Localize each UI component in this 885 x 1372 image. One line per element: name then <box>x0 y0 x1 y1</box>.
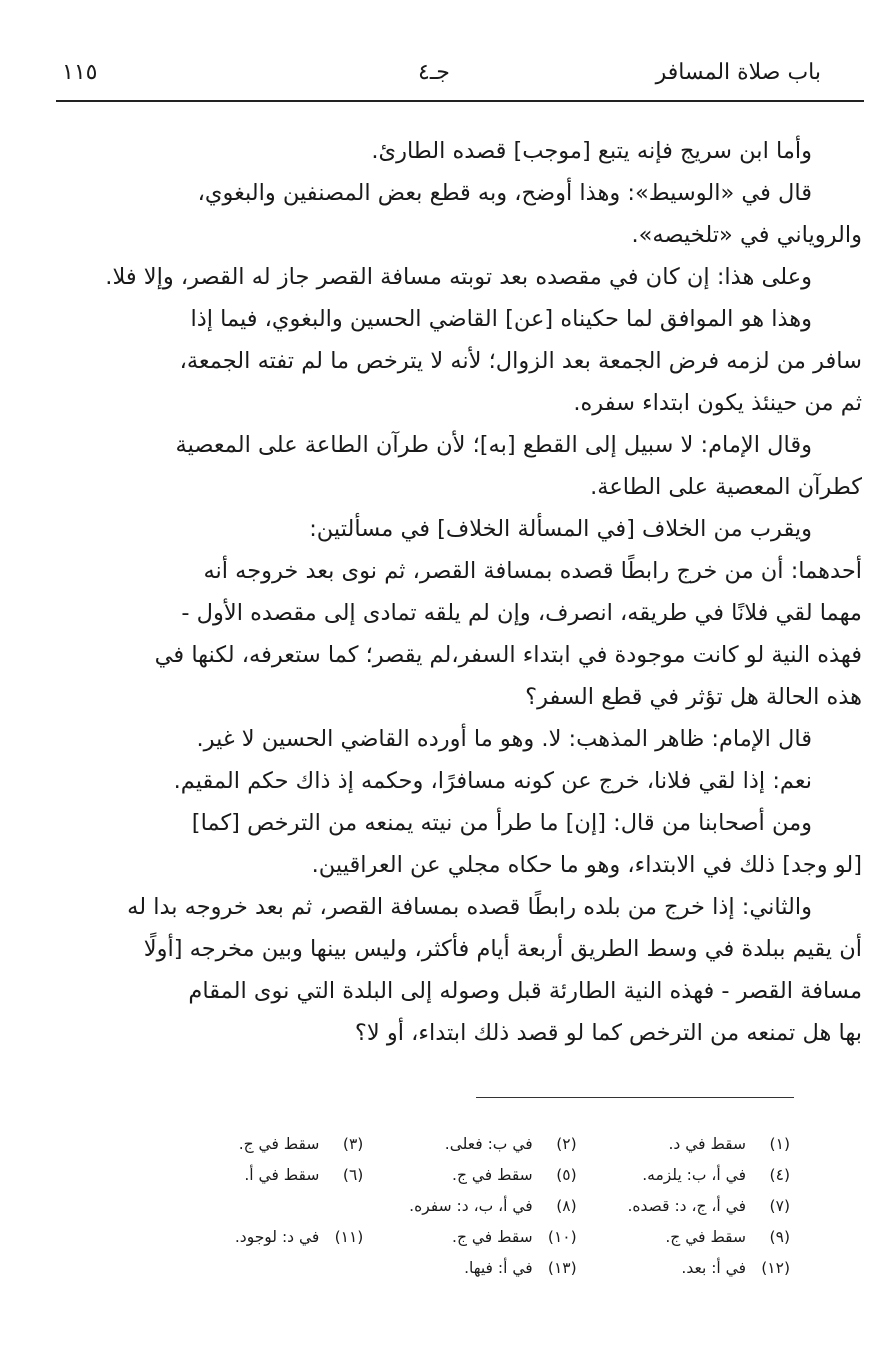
text-line: والروياني في «تلخيصه». <box>631 222 862 248</box>
footnote-text: سقط في د. <box>668 1134 746 1153</box>
footnote-text: سقط في أ. <box>244 1165 320 1184</box>
footnote <box>577 1166 790 1184</box>
footnote <box>363 1166 576 1184</box>
text-line: فهذه النية لو كانت موجودة في ابتداء السفر،لم يقصر؛ كما ستعرفه، لكنها في <box>154 642 862 668</box>
text-line: ثم من حينئذ يكون ابتداء سفره. <box>573 390 862 416</box>
footnote <box>577 1135 790 1153</box>
page-number: ١١٥ <box>62 60 98 85</box>
footnote-number: (٥) <box>556 1165 577 1184</box>
footnote-number: (٧) <box>769 1196 790 1215</box>
text-line: سافر من لزمه فرض الجمعة بعد الزوال؛ لأنه لا يترخص ما لم تفته الجمعة، <box>179 348 862 374</box>
text-line: مسافة القصر - فهذه النية الطارئة قبل وصوله إلى البلدة التي نوى المقام <box>188 978 862 1004</box>
footnote-text: سقط في ج. <box>452 1227 533 1246</box>
footnote-text: في د: لوجود. <box>234 1227 320 1246</box>
footnote <box>150 1197 363 1215</box>
footnote <box>150 1228 363 1246</box>
footnote-text: سقط في ج. <box>238 1134 320 1153</box>
text-line: والثاني: إذا خرج من بلده رابطًا قصده بمسافة القصر، ثم بعد خروجه بدا له <box>127 894 812 920</box>
text-line: أحدهما: أن من خرج رابطًا قصده بمسافة القصر، ثم نوى بعد خروجه أنه <box>203 558 862 584</box>
footnote-text: سقط في ج. <box>452 1165 533 1184</box>
footnote-text: في أ، ب: يلزمه. <box>642 1165 746 1184</box>
footnote <box>150 1259 363 1277</box>
text-line: بها هل تمنعه من الترخص كما لو قصد ذلك ابتداء، أو لا؟ <box>354 1020 862 1046</box>
footnote-row <box>150 1190 790 1221</box>
footnote <box>150 1135 363 1153</box>
footnote <box>363 1259 576 1277</box>
footnote-number: (١) <box>769 1134 790 1153</box>
footnote <box>363 1135 576 1153</box>
footnote <box>363 1197 576 1215</box>
footnote <box>363 1228 576 1246</box>
header-rule <box>56 100 864 102</box>
footnote-text: سقط في ج. <box>665 1227 746 1246</box>
footnote-row <box>150 1221 790 1252</box>
footnote-number: (٨) <box>556 1196 577 1215</box>
footnote-row <box>150 1128 790 1159</box>
footnote <box>577 1197 790 1215</box>
footnote-text: في أ: فيها. <box>464 1258 533 1277</box>
footnote-rule <box>476 1097 794 1098</box>
footnote-text: في ب: فعلى. <box>444 1134 533 1153</box>
text-line: وهذا هو الموافق لما حكيناه [عن] القاضي الحسين والبغوي، فيما إذا <box>190 306 812 332</box>
text-line: ويقرب من الخلاف [في المسألة الخلاف] في مسألتين: <box>309 516 812 542</box>
text-line: قال في «الوسيط»: وهذا أوضح، وبه قطع بعض المصنفين والبغوي، <box>197 180 812 206</box>
footnote-row <box>150 1159 790 1190</box>
footnote <box>577 1228 790 1246</box>
footnote <box>150 1166 363 1184</box>
text-line: وعلى هذا: إن كان في مقصده بعد توبته مسافة القصر جاز له القصر، وإلا فلا. <box>105 264 812 290</box>
volume-label: جـ٤ <box>418 60 450 85</box>
footnote-number: (٣) <box>342 1134 364 1153</box>
footnote-text: في أ: بعد. <box>681 1258 746 1277</box>
footnote-number: (٩) <box>769 1227 790 1246</box>
text-line: وأما ابن سريج فإنه يتبع [موجب] قصده الطارئ. <box>371 138 812 164</box>
footnote-number: (١٠) <box>547 1227 577 1246</box>
text-line: [لو وجد] ذلك في الابتداء، وهو ما حكاه مجلي عن العراقيين. <box>311 852 862 878</box>
footnote-number: (٦) <box>342 1165 364 1184</box>
text-line: هذه الحالة هل تؤثر في قطع السفر؟ <box>525 684 862 710</box>
text-line: كطرآن المعصية على الطاعة. <box>590 474 862 500</box>
text-line: مهما لقي فلانًا في طريقه، انصرف، وإن لم يلقه تمادى إلى مقصده الأول - <box>181 600 862 626</box>
text-line: ومن أصحابنا من قال: [إن] ما طرأ من نيته يمنعه من الترخص [كما] <box>191 810 812 836</box>
footnote-text: في أ، ج، د: قصده. <box>627 1196 746 1215</box>
footnote-text: في أ، ب، د: سفره. <box>409 1196 533 1215</box>
footnotes <box>150 1128 790 1283</box>
footnote-number: (١١) <box>334 1227 364 1246</box>
text-line: قال الإمام: ظاهر المذهب: لا. وهو ما أورده القاضي الحسين لا غير. <box>196 726 812 752</box>
footnote-number: (٢) <box>556 1134 577 1153</box>
running-title: باب صلاة المسافر <box>655 60 821 85</box>
footnote-number: (١٣) <box>547 1258 577 1277</box>
footnote <box>577 1259 790 1277</box>
footnote-row <box>150 1252 790 1283</box>
text-line: نعم: إذا لقي فلانا، خرج عن كونه مسافرًا، وحكمه إذ ذاك حكم المقيم. <box>173 768 812 794</box>
text-line: وقال الإمام: لا سبيل إلى القطع [به]؛ لأن طرآن الطاعة على المعصية <box>175 432 812 458</box>
text-line: أن يقيم ببلدة في وسط الطريق أربعة أيام فأكثر، وليس بينها وبين مخرجه [أولًا <box>143 936 862 962</box>
footnote-number: (٤) <box>769 1165 790 1184</box>
footnote-number: (١٢) <box>761 1258 790 1277</box>
body-text <box>66 130 862 1054</box>
